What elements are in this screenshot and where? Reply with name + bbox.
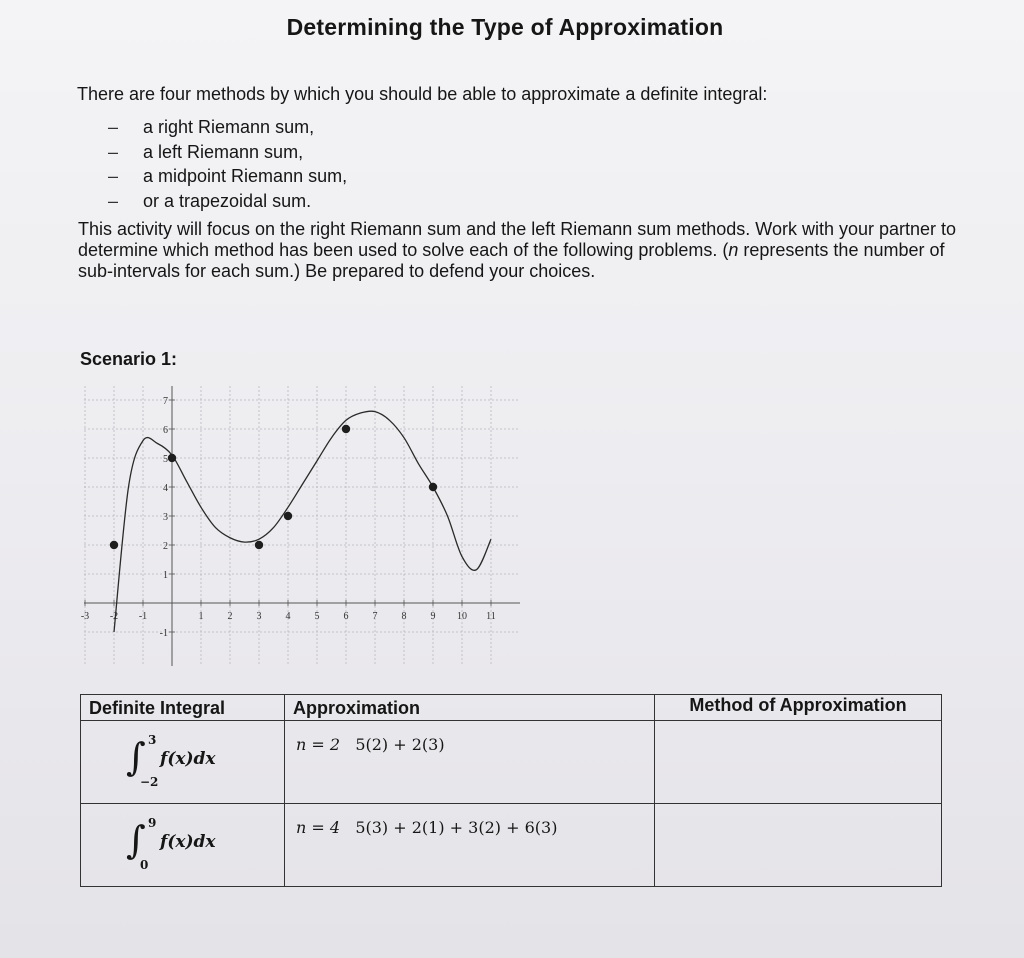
list-dash: –: [108, 166, 119, 186]
upper-limit: 3: [148, 733, 157, 747]
approximation-cell: [285, 721, 655, 804]
table-row: [81, 804, 942, 887]
y-tick-label: -1: [159, 628, 168, 639]
data-point: [342, 425, 350, 433]
function-graph: [80, 378, 522, 670]
list-dash: –: [108, 190, 119, 211]
x-tick-label: -3: [80, 611, 90, 622]
y-tick-label: 4: [163, 483, 168, 494]
header-approximation: Approximation: [285, 695, 655, 721]
lower-limit: −2: [140, 775, 159, 789]
y-tick-label: 1: [163, 570, 168, 581]
integral-sign: ∫: [126, 735, 146, 779]
list-item: [108, 164, 347, 189]
header-method: Method of Approximation: [655, 695, 942, 721]
x-tick-label: -1: [138, 611, 148, 622]
integral-sign: ∫: [126, 818, 146, 862]
methods-list: [108, 115, 347, 213]
x-tick-label: 2: [227, 611, 233, 622]
x-tick-label: 11: [486, 611, 496, 622]
integrand: f(x)dx: [160, 749, 216, 769]
y-tick-label: 2: [163, 541, 168, 552]
n-symbol: n: [728, 240, 739, 260]
method-cell[interactable]: [655, 804, 942, 887]
x-tick-label: 6: [343, 611, 349, 622]
y-tick-label: 3: [163, 512, 168, 523]
data-point: [168, 454, 176, 462]
instructions-text-end: represents the number of sub-intervals for each sum.) Be prepared to defend your choices.: [78, 240, 945, 281]
data-point: [255, 541, 263, 549]
page-title: Determining the Type of Approximation: [286, 14, 724, 40]
approximation-expression: 5(2) + 2(3): [355, 735, 445, 754]
method-right-riemann: a right Riemann sum,: [143, 117, 315, 137]
instructions-paragraph: [78, 219, 958, 282]
x-tick-label: 4: [285, 611, 291, 622]
x-tick-label: 8: [401, 611, 407, 622]
approximation-expression: 5(3) + 2(1) + 3(2) + 6(3): [355, 818, 558, 837]
upper-limit: 9: [148, 816, 157, 830]
data-point: [110, 541, 118, 549]
x-tick-label: 10: [457, 611, 467, 622]
method-left-riemann: a left Riemann sum,: [143, 141, 304, 162]
method-trapezoidal: or a trapezoidal sum.: [143, 190, 312, 211]
lower-limit: 0: [140, 858, 149, 872]
method-midpoint-riemann: a midpoint Riemann sum,: [143, 166, 348, 186]
table-row: [81, 721, 942, 804]
approximation-cell: [285, 804, 655, 887]
list-dash: –: [108, 141, 119, 162]
list-item: [108, 140, 347, 165]
answers-table: [80, 694, 942, 887]
list-dash: –: [108, 117, 119, 137]
x-tick-label: -2: [109, 611, 119, 622]
n-value: n = 2: [296, 735, 341, 754]
x-tick-label: 7: [372, 611, 378, 622]
instructions-text: This activity will focus on the right Riemann sum and the left Riemann sum methods. Work with your partner to determine which method has been used to solve each of the following problems. (: [78, 219, 957, 260]
y-tick-label: 7: [163, 396, 168, 407]
data-point: [429, 483, 437, 491]
y-tick-label: 6: [163, 425, 168, 436]
intro-text: There are four methods by which you should be able to approximate a definite integral:: [77, 84, 768, 104]
data-point: [284, 512, 292, 520]
list-item: [108, 189, 347, 214]
scenario-heading: Scenario 1:: [80, 349, 178, 369]
method-cell[interactable]: [655, 721, 942, 804]
integrand: f(x)dx: [160, 832, 216, 852]
list-item: [108, 115, 347, 140]
table-header-row: [81, 695, 942, 721]
function-curve: [114, 411, 491, 632]
integral-cell: [81, 804, 285, 887]
header-definite-integral: Definite Integral: [81, 695, 285, 721]
y-tick-label: 5: [163, 454, 168, 465]
x-tick-label: 1: [198, 611, 204, 622]
integral-cell: [81, 721, 285, 804]
x-tick-label: 3: [256, 611, 262, 622]
x-tick-label: 5: [314, 611, 320, 622]
n-value: n = 4: [296, 818, 341, 837]
x-tick-label: 9: [430, 611, 436, 622]
